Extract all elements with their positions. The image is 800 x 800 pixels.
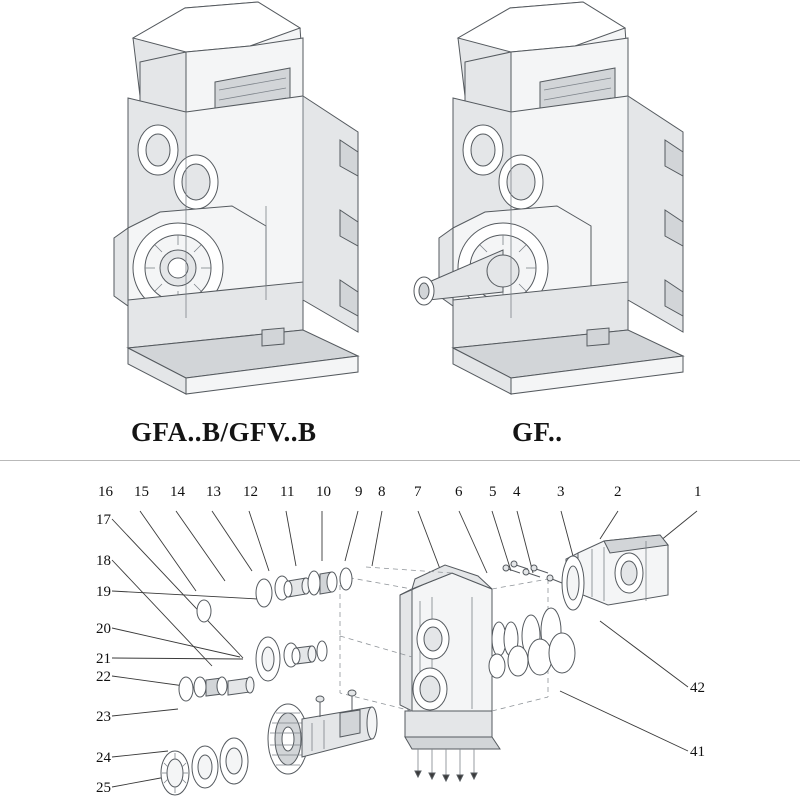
callout-19: 19 bbox=[96, 584, 111, 600]
callout-17: 17 bbox=[96, 512, 111, 528]
callout-16: 16 bbox=[98, 484, 113, 500]
callout-18: 18 bbox=[96, 553, 111, 569]
housing-body bbox=[400, 565, 500, 781]
callout-10: 10 bbox=[316, 484, 331, 500]
callout-25: 25 bbox=[96, 780, 111, 796]
callout-3: 3 bbox=[557, 484, 565, 500]
callout-22: 22 bbox=[96, 669, 111, 685]
callout-42: 42 bbox=[690, 680, 705, 696]
callout-24: 24 bbox=[96, 750, 111, 766]
callout-21: 21 bbox=[96, 651, 111, 667]
upper-shaft-train bbox=[197, 568, 352, 622]
callout-13: 13 bbox=[206, 484, 221, 500]
callout-2: 2 bbox=[614, 484, 622, 500]
callout-12: 12 bbox=[243, 484, 258, 500]
gearbox-assembly-gfab-gfvb bbox=[114, 2, 358, 394]
callout-20: 20 bbox=[96, 621, 111, 637]
middle-shaft-train bbox=[179, 637, 327, 701]
caption-right: GF.. bbox=[512, 417, 563, 447]
callout-8: 8 bbox=[378, 484, 386, 500]
callout-23: 23 bbox=[96, 709, 111, 725]
exploded-parts-svg bbox=[0, 461, 800, 800]
callout-9: 9 bbox=[355, 484, 363, 500]
lower-gear-train bbox=[161, 690, 377, 795]
callout-1: 1 bbox=[694, 484, 702, 500]
callout-11: 11 bbox=[280, 484, 295, 500]
callout-15: 15 bbox=[134, 484, 149, 500]
callout-41: 41 bbox=[690, 744, 705, 760]
gearbox-assembly-gf bbox=[414, 2, 683, 394]
caption-left: GFA..B/GFV..B bbox=[131, 417, 317, 447]
callout-14: 14 bbox=[170, 484, 185, 500]
callout-6: 6 bbox=[455, 484, 463, 500]
callout-7: 7 bbox=[414, 484, 422, 500]
callout-4: 4 bbox=[513, 484, 521, 500]
exploded-view bbox=[0, 461, 800, 800]
callout-5: 5 bbox=[489, 484, 497, 500]
motor-adapter-assembly bbox=[562, 535, 668, 610]
